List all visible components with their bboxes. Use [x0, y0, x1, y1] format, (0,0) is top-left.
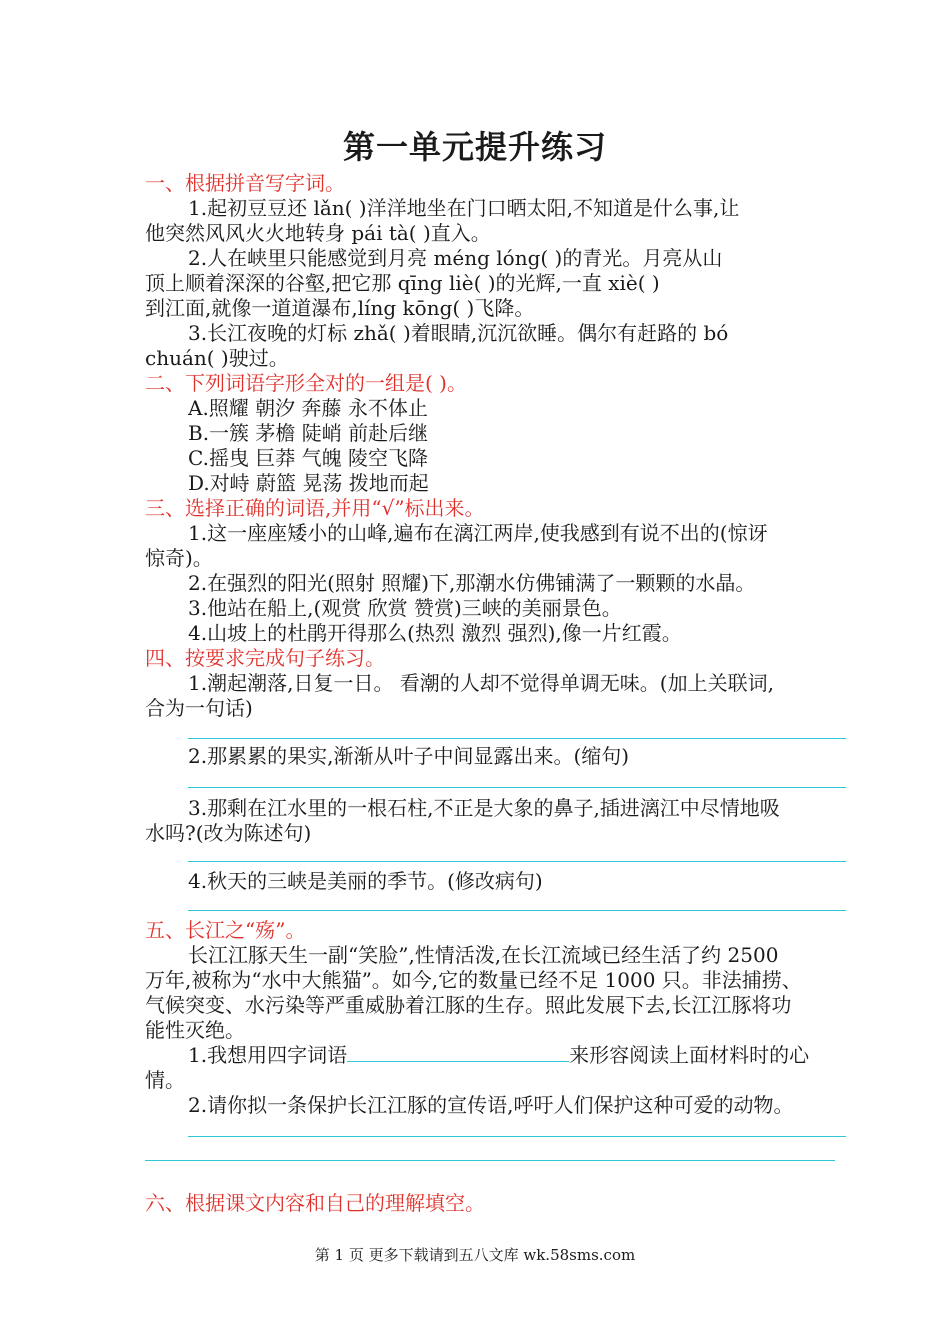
answer-line[interactable] — [188, 861, 846, 862]
option-d: D.对峙 蔚篮 晃荡 拨地而起 — [188, 471, 429, 495]
s3-line-4: 3.他站在船上,(观赏 欣赏 赞赏)三峡的美丽景色。 — [188, 596, 622, 620]
s1-line-2: 他突然风风火火地转身 pái tà( )直入。 — [145, 221, 491, 245]
section-1-heading: 一、根据拼音写字词。 — [145, 171, 345, 195]
s5-question-1 — [188, 1042, 908, 1068]
idiom-blank[interactable] — [347, 1043, 569, 1062]
s5-question-2: 2.请你拟一条保护长江江豚的宣传语,呼吁人们保护这种可爱的动物。 — [188, 1093, 794, 1117]
option-a: A.照耀 朝汐 奔藤 永不体止 — [188, 396, 428, 420]
s1-line-6: 3.长江夜晚的灯标 zhǎ( )着眼睛,沉沉欲睡。偶尔有赶路的 bó — [188, 321, 729, 345]
option-c: C.摇曳 巨莽 气魄 陵空飞降 — [188, 446, 429, 470]
s1-line-1: 1.起初豆豆还 lǎn( )洋洋地坐在门口晒太阳,不知道是什么事,让 — [188, 196, 740, 220]
answer-line[interactable] — [188, 1136, 846, 1137]
s1-line-4: 顶上顺着深深的谷壑,把它那 qīng liè( )的光辉,一直 xiè( ) — [145, 271, 660, 295]
section-6-heading: 六、根据课文内容和自己的理解填空。 — [145, 1191, 485, 1215]
s4-line-3: 2.那累累的果实,渐渐从叶子中间显露出来。(缩句) — [188, 744, 630, 768]
s3-line-1: 1.这一座座矮小的山峰,遍布在漓江两岸,使我感到有说不出的(惊讶 — [188, 521, 768, 545]
s3-line-2: 惊奇)。 — [145, 546, 213, 570]
s4-line-1: 1.潮起潮落,日复一日。 看潮的人却不觉得单调无味。(加上关联词, — [188, 671, 774, 695]
s5-para-3: 气候突变、水污染等严重威胁着江豚的生存。照此发展下去,长江江豚将功 — [145, 993, 792, 1017]
s5-para-2: 万年,被称为“水中大熊猫”。如今,它的数量已经不足 1000 只。非法捕捞、 — [145, 968, 802, 992]
answer-line[interactable] — [188, 787, 846, 788]
s1-line-3: 2.人在峡里只能感觉到月亮 méng lóng( )的青光。月亮从山 — [188, 246, 723, 270]
option-b: B.一簇 茅檐 陡峭 前赴后继 — [188, 421, 429, 445]
s5-para-1: 长江江豚天生一副“笑脸”,性情活泼,在长江流域已经生活了约 2500 — [188, 943, 779, 967]
answer-line[interactable] — [145, 1160, 835, 1161]
page-footer: 第 1 页 更多下载请到五八文库 wk.58sms.com — [314, 1246, 636, 1264]
s5-q1-suffix: 来形容阅读上面材料时的心 — [569, 1043, 810, 1067]
s5-q1-prefix: 1.我想用四字词语 — [188, 1043, 348, 1067]
s3-line-3: 2.在强烈的阳光(照射 照耀)下,那潮水仿佛铺满了一颗颗的水晶。 — [188, 571, 756, 595]
page-title: 第一单元提升练习 — [342, 128, 607, 166]
section-4-heading: 四、按要求完成句子练习。 — [145, 646, 385, 670]
section-5-heading: 五、长江之“殇”。 — [145, 918, 306, 942]
s4-line-4: 3.那剩在江水里的一根石柱,不正是大象的鼻子,插进漓江中尽情地吸 — [188, 796, 780, 820]
s1-line-5: 到江面,就像一道道瀑布,líng kōng( )飞降。 — [145, 296, 535, 320]
s5-q1-end: 情。 — [145, 1068, 185, 1092]
answer-line[interactable] — [188, 910, 846, 911]
section-3-heading: 三、选择正确的词语,并用“√”标出来。 — [145, 496, 485, 520]
s4-line-5: 水吗?(改为陈述句) — [145, 821, 312, 845]
s1-line-7: chuán( )驶过。 — [145, 346, 289, 370]
s4-line-2: 合为一句话) — [145, 696, 253, 720]
section-2-heading: 二、下列词语字形全对的一组是( )。 — [145, 371, 467, 395]
s4-line-6: 4.秋天的三峡是美丽的季节。(修改病句) — [188, 869, 543, 893]
answer-line[interactable] — [188, 738, 846, 739]
s5-para-4: 能性灭绝。 — [145, 1018, 245, 1042]
s3-line-5: 4.山坡上的杜鹃开得那么(热烈 激烈 强烈),像一片红霞。 — [188, 621, 682, 645]
